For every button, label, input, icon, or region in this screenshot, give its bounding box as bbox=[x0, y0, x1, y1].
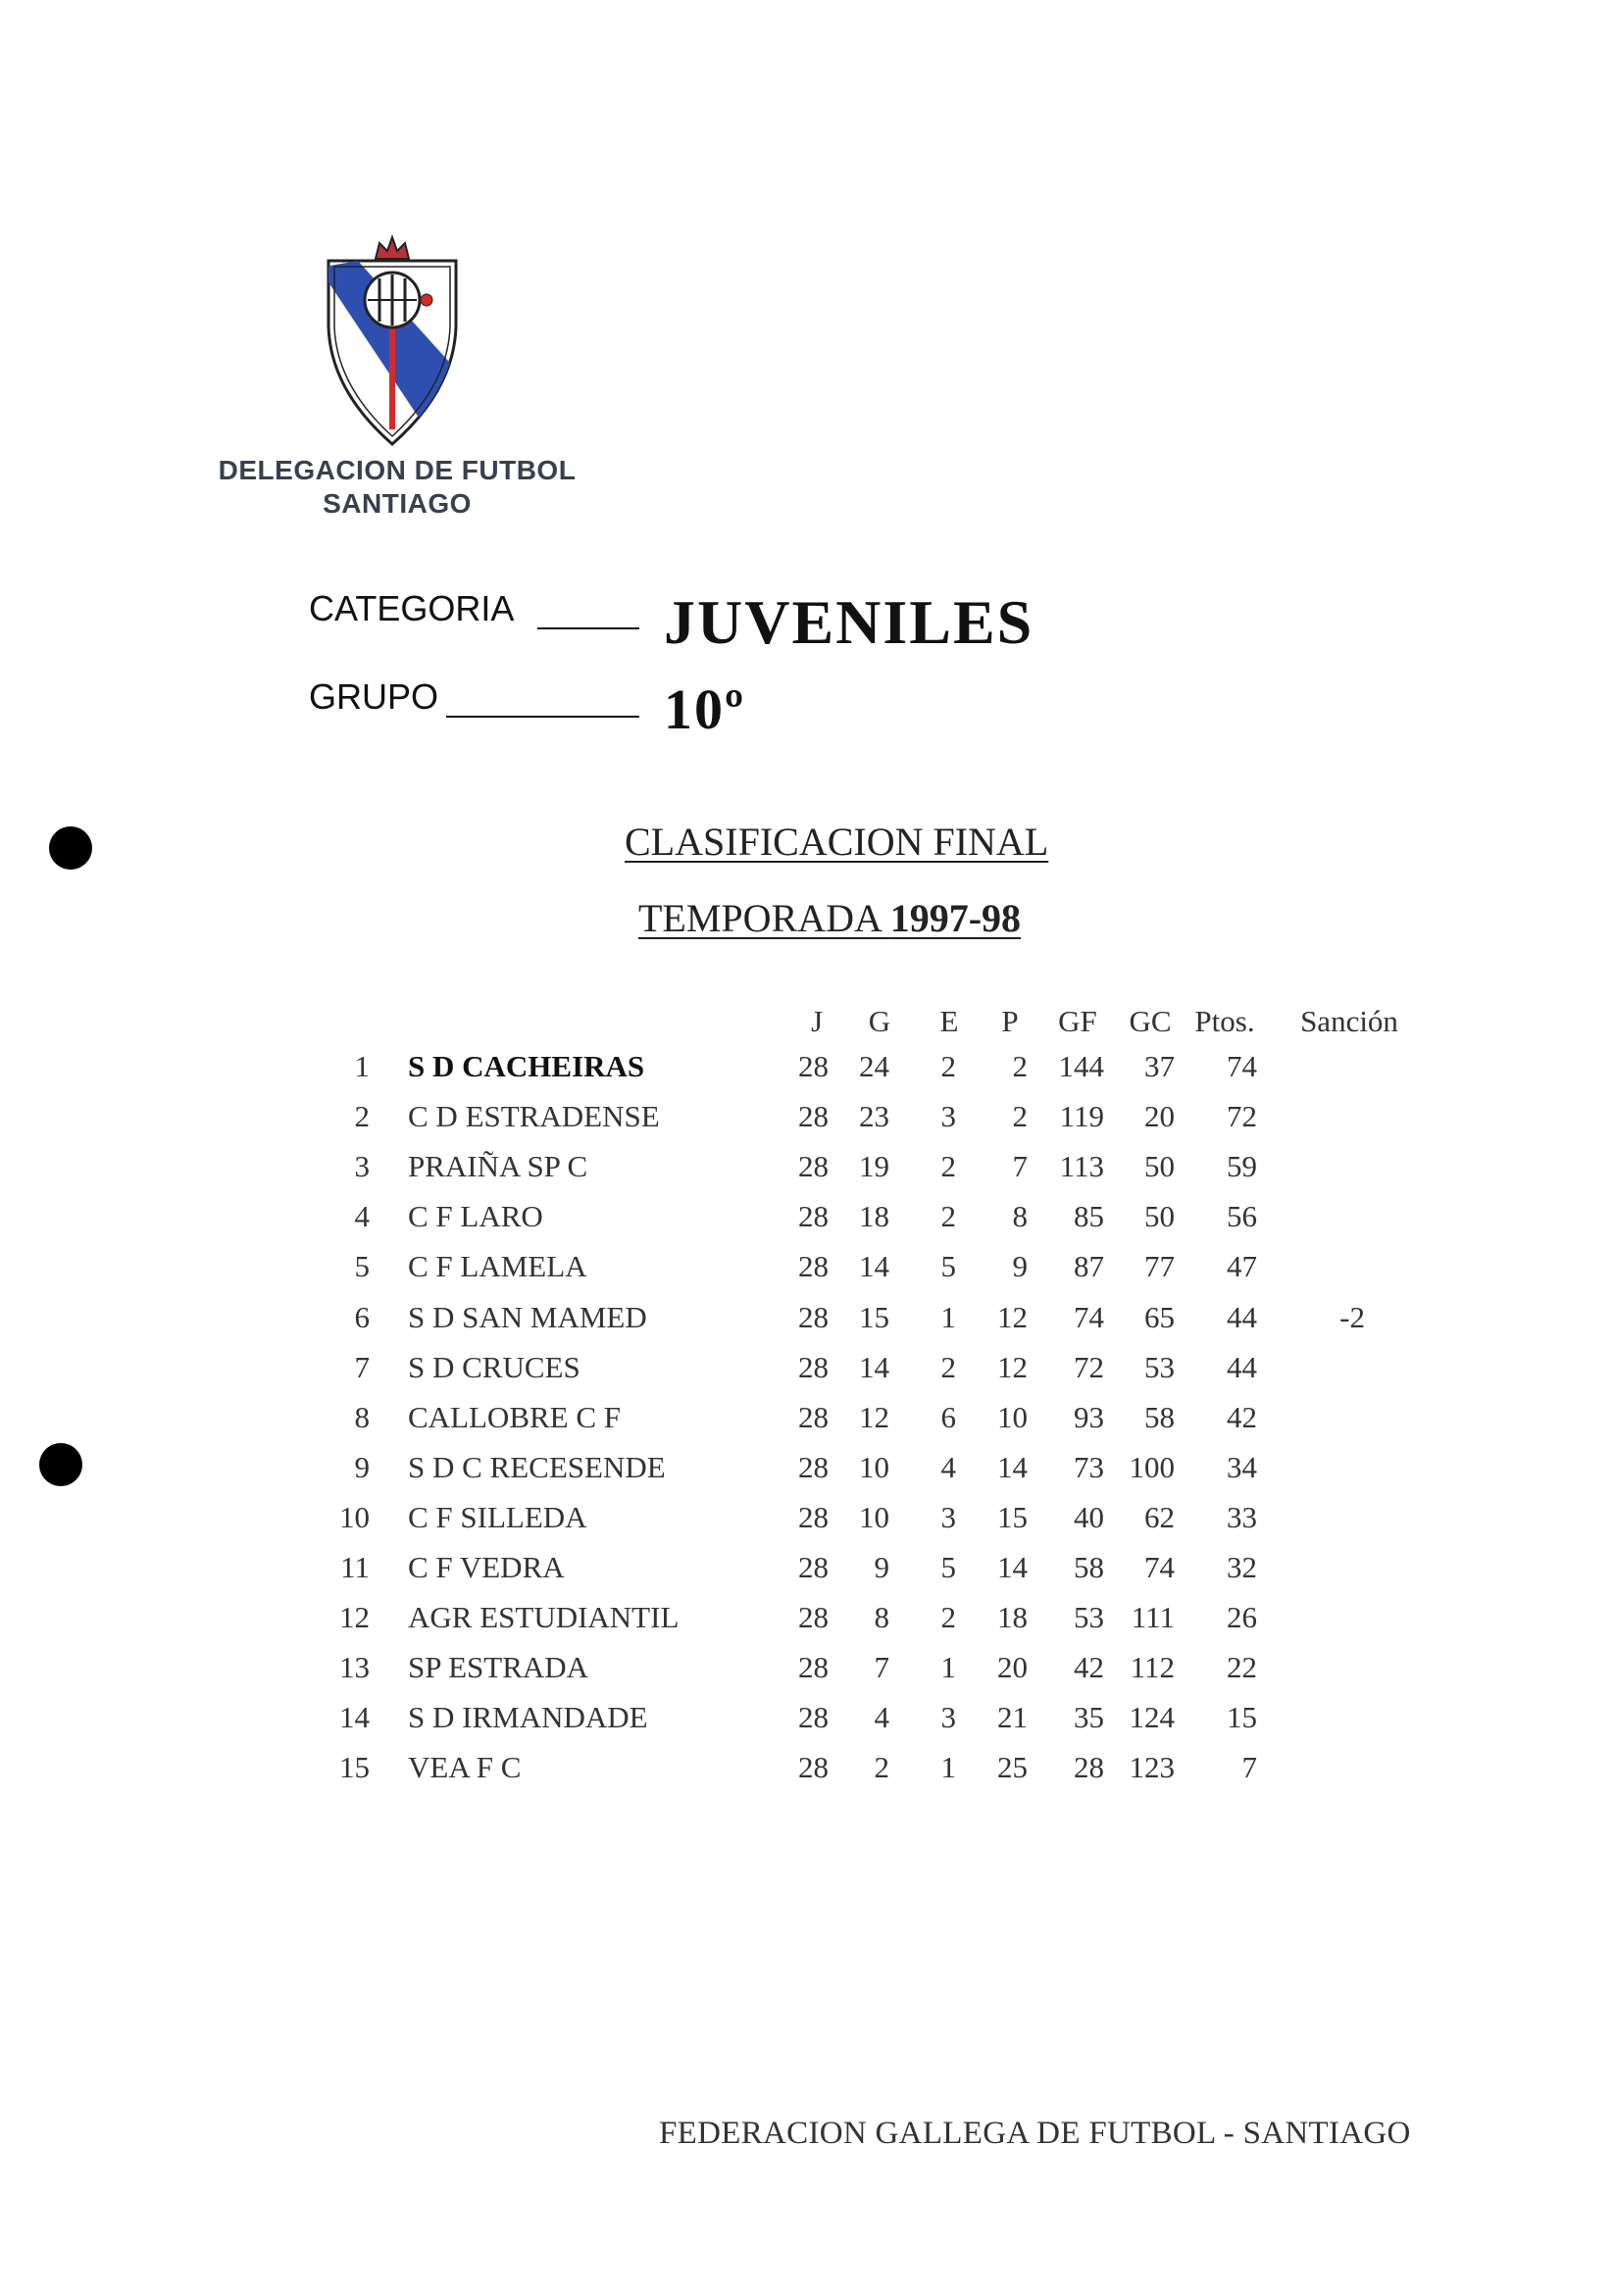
stat-cell-pts: 44 bbox=[1227, 1300, 1257, 1334]
stat-cell-pts: 32 bbox=[1227, 1550, 1257, 1584]
team-name-cell: C F LAMELA bbox=[408, 1249, 587, 1283]
stat-cell-pts: 22 bbox=[1227, 1650, 1257, 1684]
stat-cell-gf: 85 bbox=[1074, 1199, 1104, 1233]
position-cell: 4 bbox=[354, 1199, 370, 1233]
stat-cell-gf: 42 bbox=[1074, 1650, 1104, 1684]
team-name-cell: PRAIÑA SP C bbox=[408, 1149, 588, 1183]
stat-cell-e: 2 bbox=[940, 1049, 956, 1083]
column-header: Ptos. bbox=[1194, 1004, 1255, 1038]
stat-cell-gf: 28 bbox=[1074, 1750, 1104, 1784]
stat-cell-gc: 53 bbox=[1144, 1350, 1175, 1384]
team-name-cell: C F SILLEDA bbox=[408, 1500, 587, 1534]
stat-cell-g: 2 bbox=[874, 1750, 889, 1784]
position-cell: 13 bbox=[339, 1650, 370, 1684]
stat-cell-e: 1 bbox=[940, 1750, 956, 1784]
stat-cell-j: 28 bbox=[798, 1350, 829, 1384]
season-title bbox=[638, 895, 1021, 941]
stat-cell-p: 8 bbox=[1012, 1199, 1028, 1233]
stat-cell-e: 2 bbox=[940, 1350, 956, 1384]
stat-cell-p: 2 bbox=[1012, 1049, 1028, 1083]
footer-text: FEDERACION GALLEGA DE FUTBOL - SANTIAGO bbox=[659, 2116, 1411, 2151]
stat-cell-g: 10 bbox=[859, 1500, 889, 1534]
stat-cell-g: 15 bbox=[859, 1300, 889, 1334]
stat-cell-j: 28 bbox=[798, 1750, 829, 1784]
stat-cell-gf: 73 bbox=[1074, 1450, 1104, 1484]
stat-cell-gc: 112 bbox=[1130, 1650, 1175, 1684]
team-name-cell: AGR ESTUDIANTIL bbox=[408, 1600, 680, 1634]
stat-cell-e: 3 bbox=[940, 1500, 956, 1534]
stat-cell-p: 21 bbox=[997, 1700, 1028, 1734]
federation-crest-logo bbox=[319, 233, 466, 449]
stat-cell-j: 28 bbox=[798, 1650, 829, 1684]
classification-title: CLASIFICACION FINAL bbox=[625, 820, 1049, 864]
stat-cell-pts: 15 bbox=[1227, 1700, 1257, 1734]
season-years: 1997-98 bbox=[889, 896, 1022, 940]
stat-cell-p: 14 bbox=[997, 1550, 1028, 1584]
stat-cell-e: 2 bbox=[940, 1600, 956, 1634]
stat-cell-gc: 77 bbox=[1144, 1249, 1175, 1283]
position-cell: 12 bbox=[339, 1600, 370, 1634]
position-cell: 1 bbox=[354, 1049, 370, 1083]
team-name-cell: VEA F C bbox=[408, 1750, 522, 1784]
stat-cell-gf: 53 bbox=[1074, 1600, 1104, 1634]
stat-cell-e: 6 bbox=[940, 1400, 956, 1434]
stat-cell-p: 9 bbox=[1012, 1249, 1028, 1283]
stat-cell-g: 9 bbox=[874, 1550, 889, 1584]
stat-cell-pts: 74 bbox=[1227, 1049, 1257, 1083]
stat-cell-j: 28 bbox=[798, 1249, 829, 1283]
stat-cell-g: 4 bbox=[874, 1700, 889, 1734]
stat-cell-gc: 58 bbox=[1144, 1400, 1175, 1434]
stat-cell-j: 28 bbox=[798, 1099, 829, 1133]
stat-cell-gc: 123 bbox=[1129, 1750, 1175, 1784]
stat-cell-g: 10 bbox=[859, 1450, 889, 1484]
column-header: J bbox=[810, 1004, 824, 1038]
stat-cell-g: 23 bbox=[859, 1099, 889, 1133]
stat-cell-gf: 87 bbox=[1074, 1249, 1104, 1283]
stat-cell-gf: 40 bbox=[1074, 1500, 1104, 1534]
stat-cell-gc: 62 bbox=[1144, 1500, 1175, 1534]
stat-cell-j: 28 bbox=[798, 1550, 829, 1584]
stat-cell-p: 10 bbox=[997, 1400, 1028, 1434]
team-name-cell: C D ESTRADENSE bbox=[408, 1099, 660, 1133]
categoria-label: CATEGORIA bbox=[309, 588, 515, 628]
stat-cell-j: 28 bbox=[798, 1600, 829, 1634]
team-name-cell: CALLOBRE C F bbox=[408, 1400, 622, 1434]
stat-cell-e: 1 bbox=[940, 1300, 956, 1334]
column-header: GC bbox=[1129, 1004, 1172, 1038]
stat-cell-g: 12 bbox=[859, 1400, 889, 1434]
stat-cell-g: 14 bbox=[859, 1249, 889, 1283]
position-cell: 9 bbox=[354, 1450, 370, 1484]
stat-cell-p: 2 bbox=[1012, 1099, 1028, 1133]
team-name-cell: S D C RECESENDE bbox=[408, 1450, 666, 1484]
stat-cell-gf: 113 bbox=[1059, 1149, 1104, 1183]
stat-cell-p: 20 bbox=[997, 1650, 1028, 1684]
team-name-cell: C F VEDRA bbox=[408, 1550, 565, 1584]
position-cell: 8 bbox=[354, 1400, 370, 1434]
stat-cell-e: 2 bbox=[940, 1199, 956, 1233]
stat-cell-gc: 20 bbox=[1144, 1099, 1175, 1133]
column-header: P bbox=[1001, 1004, 1019, 1038]
stat-cell-pts: 47 bbox=[1227, 1249, 1257, 1283]
org-name: DELEGACION DE FUTBOL bbox=[218, 455, 577, 485]
position-cell: 15 bbox=[339, 1750, 370, 1784]
stat-cell-p: 18 bbox=[997, 1600, 1028, 1634]
stat-cell-gf: 93 bbox=[1074, 1400, 1104, 1434]
position-cell: 11 bbox=[340, 1550, 370, 1584]
stat-cell-j: 28 bbox=[798, 1199, 829, 1233]
stat-cell-e: 1 bbox=[940, 1650, 956, 1684]
stat-cell-gc: 111 bbox=[1131, 1600, 1175, 1634]
team-name-cell: SP ESTRADA bbox=[408, 1650, 589, 1684]
stat-cell-j: 28 bbox=[798, 1149, 829, 1183]
stat-cell-gf: 144 bbox=[1058, 1049, 1104, 1083]
stat-cell-pts: 56 bbox=[1227, 1199, 1257, 1233]
stat-cell-j: 28 bbox=[798, 1049, 829, 1083]
stat-cell-pts: 42 bbox=[1227, 1400, 1257, 1434]
categoria-underline bbox=[537, 627, 639, 629]
position-cell: 6 bbox=[354, 1300, 370, 1334]
column-header: G bbox=[868, 1004, 891, 1038]
team-name-cell: S D CACHEIRAS bbox=[408, 1049, 645, 1083]
stat-cell-pts: 26 bbox=[1227, 1600, 1257, 1634]
grupo-label: GRUPO bbox=[309, 676, 439, 717]
grupo-value: 10º bbox=[664, 677, 746, 741]
stat-cell-j: 28 bbox=[798, 1500, 829, 1534]
position-cell: 7 bbox=[354, 1350, 370, 1384]
stat-cell-gf: 74 bbox=[1074, 1300, 1104, 1334]
stat-cell-gc: 74 bbox=[1144, 1550, 1175, 1584]
stat-cell-pts: 59 bbox=[1227, 1149, 1257, 1183]
stat-cell-gc: 65 bbox=[1144, 1300, 1175, 1334]
stat-cell-j: 28 bbox=[798, 1450, 829, 1484]
stat-cell-pts: 7 bbox=[1241, 1750, 1257, 1784]
stat-cell-gc: 37 bbox=[1144, 1049, 1175, 1083]
stat-cell-j: 28 bbox=[798, 1400, 829, 1434]
position-cell: 14 bbox=[339, 1700, 370, 1734]
stat-cell-gf: 72 bbox=[1074, 1350, 1104, 1384]
org-city: SANTIAGO bbox=[323, 488, 472, 519]
stat-cell-gc: 124 bbox=[1129, 1700, 1175, 1734]
season-prefix: TEMPORADA bbox=[638, 896, 890, 940]
stat-cell-g: 8 bbox=[874, 1600, 889, 1634]
stat-cell-j: 28 bbox=[798, 1300, 829, 1334]
stat-cell-p: 12 bbox=[997, 1350, 1028, 1384]
stat-cell-p: 15 bbox=[997, 1500, 1028, 1534]
stat-cell-pts: 33 bbox=[1227, 1500, 1257, 1534]
column-header: E bbox=[939, 1004, 959, 1038]
stat-cell-e: 3 bbox=[940, 1099, 956, 1133]
punch-hole bbox=[39, 1443, 82, 1486]
stat-cell-gf: 119 bbox=[1059, 1099, 1104, 1133]
position-cell: 5 bbox=[354, 1249, 370, 1283]
stat-cell-gc: 100 bbox=[1129, 1450, 1175, 1484]
column-header: Sanción bbox=[1300, 1004, 1398, 1038]
stat-cell-g: 14 bbox=[859, 1350, 889, 1384]
stat-cell-e: 2 bbox=[940, 1149, 956, 1183]
stat-cell-e: 5 bbox=[940, 1550, 956, 1584]
stat-cell-p: 25 bbox=[997, 1750, 1028, 1784]
team-name-cell: S D SAN MAMED bbox=[408, 1300, 647, 1334]
stat-cell-gf: 58 bbox=[1074, 1550, 1104, 1584]
grupo-underline bbox=[446, 716, 639, 718]
stat-cell-gc: 50 bbox=[1144, 1199, 1175, 1233]
stat-cell-e: 5 bbox=[940, 1249, 956, 1283]
stat-cell-gf: 35 bbox=[1074, 1700, 1104, 1734]
stat-cell-pts: 34 bbox=[1227, 1450, 1257, 1484]
stat-cell-gc: 50 bbox=[1144, 1149, 1175, 1183]
column-header: GF bbox=[1058, 1004, 1097, 1038]
stat-cell-j: 28 bbox=[798, 1700, 829, 1734]
sanction-cell: -2 bbox=[1339, 1300, 1365, 1334]
punch-hole bbox=[49, 826, 92, 870]
stat-cell-pts: 44 bbox=[1227, 1350, 1257, 1384]
categoria-value: JUVENILES bbox=[664, 587, 1034, 657]
stat-cell-e: 4 bbox=[940, 1450, 956, 1484]
stat-cell-e: 3 bbox=[940, 1700, 956, 1734]
stat-cell-g: 7 bbox=[874, 1650, 889, 1684]
stat-cell-pts: 72 bbox=[1227, 1099, 1257, 1133]
stat-cell-p: 12 bbox=[997, 1300, 1028, 1334]
stat-cell-p: 7 bbox=[1012, 1149, 1028, 1183]
stat-cell-g: 19 bbox=[859, 1149, 889, 1183]
team-name-cell: S D CRUCES bbox=[408, 1350, 580, 1384]
position-cell: 2 bbox=[354, 1099, 370, 1133]
team-name-cell: S D IRMANDADE bbox=[408, 1700, 648, 1734]
stat-cell-p: 14 bbox=[997, 1450, 1028, 1484]
stat-cell-g: 24 bbox=[859, 1049, 889, 1083]
stat-cell-g: 18 bbox=[859, 1199, 889, 1233]
team-name-cell: C F LARO bbox=[408, 1199, 543, 1233]
position-cell: 10 bbox=[339, 1500, 370, 1534]
position-cell: 3 bbox=[354, 1149, 370, 1183]
